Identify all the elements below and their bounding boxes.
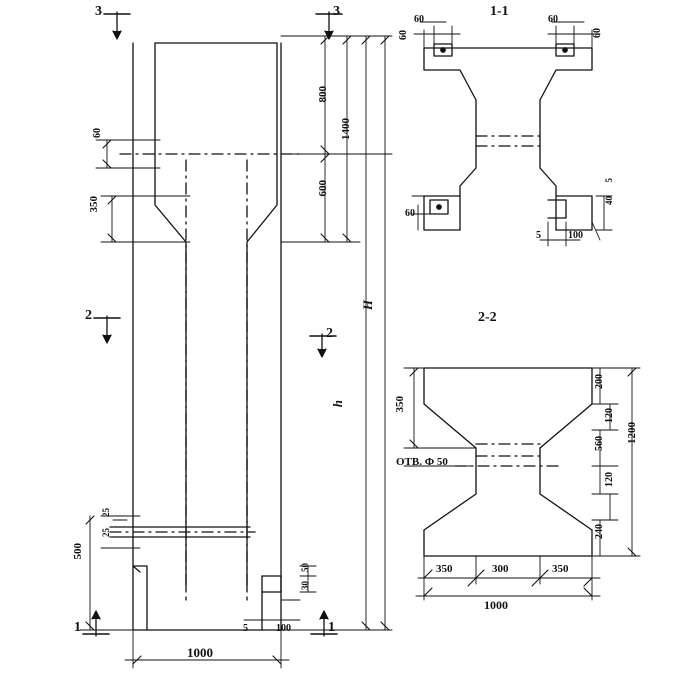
marker-3-left: 3 (95, 4, 102, 19)
s11-dim-5: 5 (536, 230, 541, 241)
s11-dim-60-d: 60 (592, 28, 603, 38)
s22-dim-350: 350 (394, 396, 406, 413)
s22-dim-1000: 1000 (484, 598, 508, 612)
s11-dim-60-b: 60 (398, 30, 409, 40)
s22-dim-560: 560 (594, 436, 605, 451)
s22-dim-350-right: 350 (552, 563, 569, 575)
view-title-2-2: 2-2 (478, 310, 497, 325)
elev-dim-1400: 1400 (340, 118, 352, 140)
elev-dim-350: 350 (88, 196, 100, 213)
elev-dim-25-b: 25 (101, 528, 111, 537)
elev-dim-50: 50 (300, 563, 310, 572)
s11-dim-60-a: 60 (414, 14, 424, 25)
elev-dim-600: 600 (317, 180, 329, 197)
s22-dim-240: 240 (594, 524, 605, 539)
marker-1-right: 1 (328, 620, 335, 635)
marker-2-left: 2 (85, 308, 92, 323)
elev-dim-25-a: 25 (101, 508, 111, 517)
s22-note-hole: ОТВ. Ф 50 (396, 456, 448, 468)
s22-dim-1200: 1200 (626, 422, 638, 444)
elev-dim-800: 800 (317, 86, 329, 103)
s11-dim-40: 40 (604, 196, 614, 205)
s22-dim-200: 200 (594, 374, 605, 389)
s11-dim-60-e: 60 (405, 208, 415, 219)
elev-dim-60: 60 (92, 128, 103, 138)
elev-label-h: h (330, 400, 345, 408)
marker-2-right: 2 (326, 326, 333, 341)
elev-dim-1000: 1000 (187, 645, 213, 660)
s11-dim-5b: 5 (604, 178, 614, 183)
elev-dim-30: 30 (300, 581, 310, 590)
marker-1-left: 1 (74, 620, 81, 635)
elev-dim-5: 5 (243, 623, 248, 634)
s11-dim-100: 100 (568, 230, 583, 241)
marker-3-right: 3 (333, 4, 340, 19)
s22-dim-120b: 120 (604, 472, 615, 487)
elev-dim-500: 500 (72, 543, 84, 560)
view-title-1-1: 1-1 (490, 4, 509, 19)
elev-dim-100: 100 (276, 623, 291, 634)
s22-dim-300: 300 (492, 563, 509, 575)
s11-dim-60-c: 60 (548, 14, 558, 25)
elev-label-H: H (360, 300, 375, 311)
s22-dim-120a: 120 (604, 408, 615, 423)
s22-dim-350-left: 350 (436, 563, 453, 575)
